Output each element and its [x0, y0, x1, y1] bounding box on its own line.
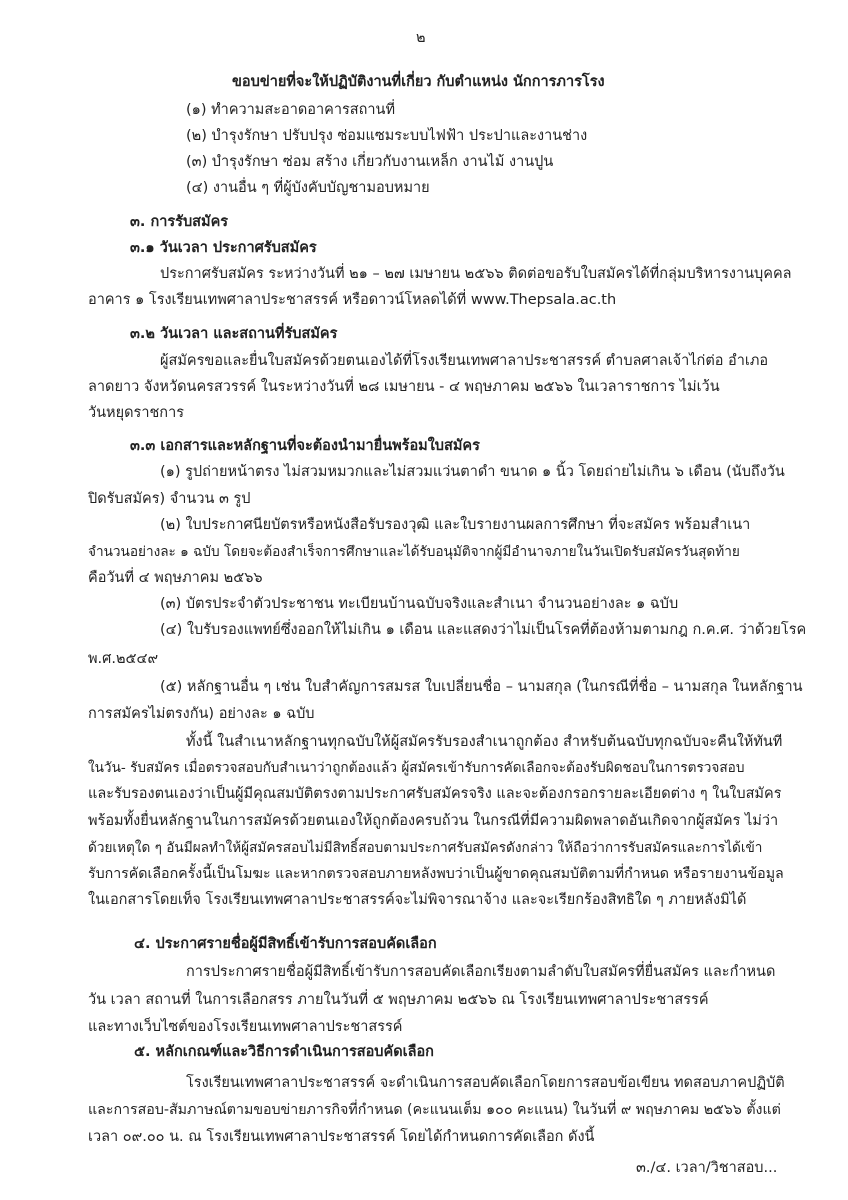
- page-number: ๒: [416, 30, 426, 46]
- body-line: จำนวนอย่างละ ๑ ฉบับ โดยจะต้องสำเร็จการศึกษาและได้รับอนุมัติจากผู้มีอำนาจภายในวันเปิดรับสมัครวันสุดท้าย: [88, 544, 740, 560]
- body-line: และการสอบ-สัมภาษณ์ตามขอบข่ายภารกิจที่กำหนด (คะแนนเต็ม ๑๐๐ คะแนน) ในวันที่ ๙ พฤษภาคม ๒๕๖๖ ตั้งแต่: [88, 1102, 781, 1118]
- continuation-note: ๓./๔. เวลา/วิชาสอบ...: [636, 1160, 778, 1176]
- body-line: ทั้งนี้ ในสำเนาหลักฐานทุกฉบับให้ผู้สมัครรับรองสำเนาถูกต้อง สำหรับต้นฉบับทุกฉบับจะคืนให้ทันที: [186, 734, 783, 750]
- body-line: พร้อมทั้งยื่นหลักฐานในการสมัครด้วยตนเองให้ถูกต้องครบถ้วน ในกรณีที่มีความผิดพลาดอันเกิดจากผู้สมัคร ไม่ว่า: [88, 813, 779, 829]
- body-line: ในวัน- รับสมัคร เมื่อตรวจสอบกับสำเนาว่าถูกต้องแล้ว ผู้สมัครเข้ารับการคัดเลือกจะต้องรับผิดชอบในการตรวจสอบ: [88, 760, 745, 776]
- body-line: (๕) หลักฐานอื่น ๆ เช่น ใบสำคัญการสมรส ใบเปลี่ยนชื่อ – นามสกุล (ในกรณีที่ชื่อ – นามสกุล ในหลักฐาน: [160, 679, 803, 695]
- section-3-1-title: ๓.๑ วันเวลา ประกาศรับสมัคร: [130, 240, 317, 256]
- body-line: การสมัครไม่ตรงกัน) อย่างละ ๑ ฉบับ: [88, 706, 315, 722]
- section-3-3-title: ๓.๓ เอกสารและหลักฐานที่จะต้องนำมายื่นพร้อมใบสมัคร: [130, 438, 480, 454]
- body-line: คือวันที่ ๔ พฤษภาคม ๒๕๖๖: [88, 570, 263, 586]
- scope-item: (๑) ทำความสะอาดอาคารสถานที่: [186, 102, 395, 118]
- body-line: (๑) รูปถ่ายหน้าตรง ไม่สวมหมวกและไม่สวมแว่นตาดำ ขนาด ๑ นิ้ว โดยถ่ายไม่เกิน ๖ เดือน (นับถึงวัน: [160, 464, 785, 480]
- section-3-title: ๓. การรับสมัคร: [130, 214, 229, 230]
- body-line: ปิดรับสมัคร) จำนวน ๓ รูป: [88, 491, 251, 507]
- body-line: พ.ศ.๒๕๔๙: [88, 651, 159, 667]
- body-line: รับการคัดเลือกครั้งนี้เป็นโมฆะ และหากตรวจสอบภายหลังพบว่าเป็นผู้ขาดคุณสมบัติตามที่กำหนด หรือรายงานข้อมูล: [88, 866, 784, 882]
- scope-heading: ขอบข่ายที่จะให้ปฏิบัติงานที่เกี่ยว กับตำแหน่ง นักการภารโรง: [232, 74, 605, 90]
- body-line: และรับรองตนเองว่าเป็นผู้มีคุณสมบัติตรงตามประกาศรับสมัครจริง และจะต้องกรอกรายละเอียดต่าง ๆ ในใบสมัคร: [88, 786, 782, 802]
- body-line: ในเอกสารโดยเท็จ โรงเรียนเทพศาลาประชาสรรค์จะไม่พิจารณาจ้าง และจะเรียกร้องสิทธิใด ๆ ภายหลังมิได้: [88, 892, 747, 908]
- body-line: โรงเรียนเทพศาลาประชาสรรค์ จะดำเนินการสอบคัดเลือกโดยการสอบข้อเขียน ทดสอบภาคปฏิบัติ: [186, 1075, 785, 1091]
- scope-item: (๓) บำรุงรักษา ซ่อม สร้าง เกี่ยวกับงานเหล็ก งานไม้ งานปูน: [186, 154, 554, 170]
- scope-item: (๒) บำรุงรักษา ปรับปรุง ซ่อมแซมระบบไฟฟ้า ประปาและงานช่าง: [186, 128, 588, 144]
- body-line: ด้วยเหตุใด ๆ อันมีผลทำให้ผู้สมัครสอบไม่มีสิทธิ์สอบตามประกาศรับสมัครดังกล่าว ให้ถือว่าการรับสมัครและการได้เข้า: [88, 840, 763, 856]
- body-line: ลาดยาว จังหวัดนครสวรรค์ ในระหว่างวันที่ ๒๘ เมษายน - ๔ พฤษภาคม ๒๕๖๖ ในเวลาราชการ ไม่เว้น: [88, 379, 720, 395]
- section-3-2-title: ๓.๒ วันเวลา และสถานที่รับสมัคร: [130, 326, 338, 342]
- body-line: วันหยุดราชการ: [88, 405, 185, 421]
- section-5-title: ๕. หลักเกณฑ์และวิธีการดำเนินการสอบคัดเลือก: [134, 1044, 434, 1060]
- body-line: การประกาศรายชื่อผู้มีสิทธิ์เข้ารับการสอบคัดเลือกเรียงตามลำดับใบสมัครที่ยื่นสมัคร และกำหนด: [186, 964, 776, 980]
- body-line: ผู้สมัครขอและยื่นใบสมัครด้วยตนเองได้ที่โรงเรียนเทพศาลาประชาสรรค์ ตำบลศาลเจ้าไก่ต่อ อำเภอ: [160, 353, 769, 369]
- body-line: (๒) ใบประกาศนียบัตรหรือหนังสือรับรองวุฒิ และใบรายงานผลการศึกษา ที่จะสมัคร พร้อมสำเนา: [160, 517, 751, 533]
- body-line: และทางเว็บไซต์ของโรงเรียนเทพศาลาประชาสรรค์: [88, 1019, 403, 1035]
- section-4-title: ๔. ประกาศรายชื่อผู้มีสิทธิ์เข้ารับการสอบคัดเลือก: [134, 936, 437, 952]
- body-line: เวลา ๐๙.๐๐ น. ณ โรงเรียนเทพศาลาประชาสรรค์ โดยได้กำหนดการคัดเลือก ดังนี้: [88, 1129, 595, 1145]
- scope-item: (๔) งานอื่น ๆ ที่ผู้บังคับบัญชามอบหมาย: [186, 180, 430, 196]
- body-line: (๔) ใบรับรองแพทย์ซึ่งออกให้ไม่เกิน ๑ เดือน และแสดงว่าไม่เป็นโรคที่ต้องห้ามตามกฎ ก.ค.ศ. ว่าด้วยโรค: [160, 622, 807, 638]
- body-line: อาคาร ๑ โรงเรียนเทพศาลาประชาสรรค์ หรือดาวน์โหลดได้ที่ www.Thepsala.ac.th: [88, 292, 617, 308]
- body-line: ประกาศรับสมัคร ระหว่างวันที่ ๒๑ – ๒๗ เมษายน ๒๕๖๖ ติดต่อขอรับใบสมัครได้ที่กลุ่มบริหารงานบุคคล: [160, 266, 792, 282]
- body-line: วัน เวลา สถานที่ ในการเลือกสรร ภายในวันที่ ๕ พฤษภาคม ๒๕๖๖ ณ โรงเรียนเทพศาลาประชาสรรค์: [88, 992, 709, 1008]
- body-line: (๓) บัตรประจำตัวประชาชน ทะเบียนบ้านฉบับจริงและสำเนา จำนวนอย่างละ ๑ ฉบับ: [160, 596, 679, 612]
